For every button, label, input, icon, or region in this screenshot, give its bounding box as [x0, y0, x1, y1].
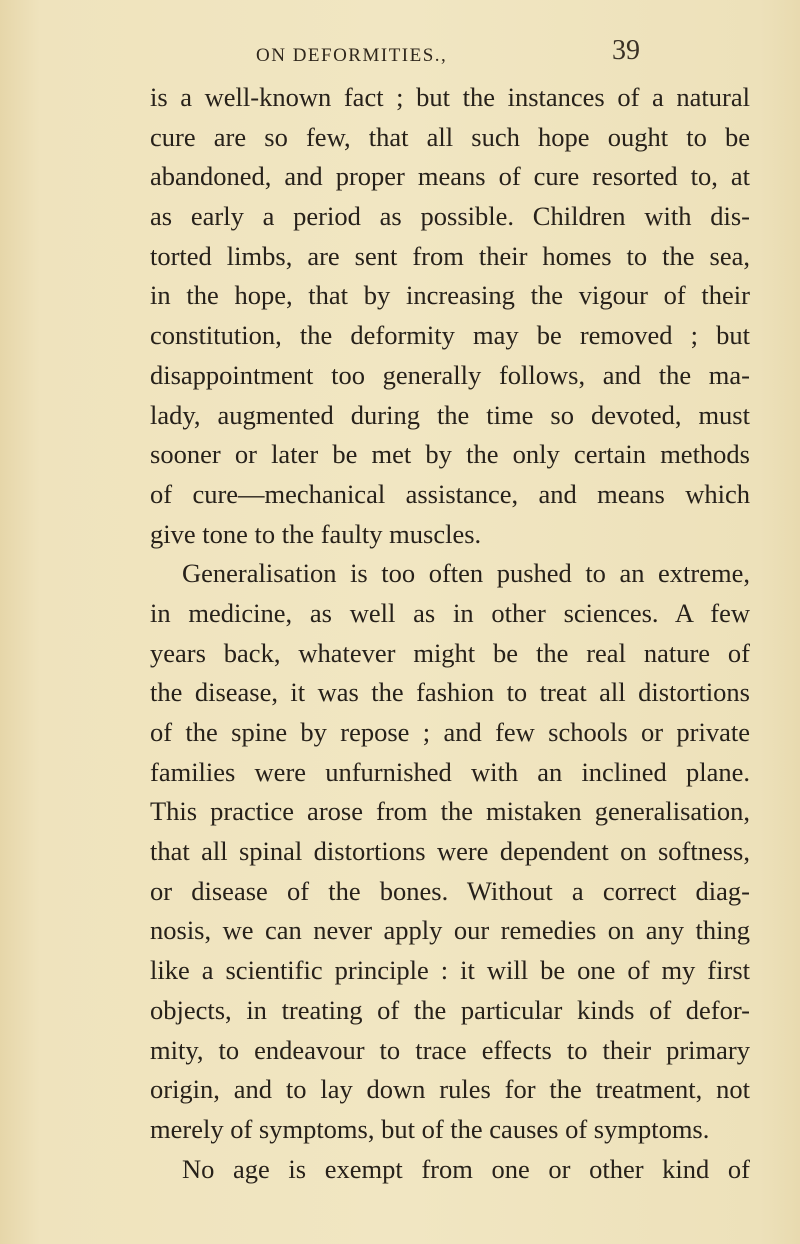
text-line: is a well-known fact ; but the instances of a natural [150, 82, 750, 112]
text-line: in medicine, as well as in other sciences. A few [150, 597, 750, 628]
text-line: the disease, it was the fashion to treat all distortions [150, 677, 750, 708]
running-head [0, 35, 800, 75]
text-line: abandoned, and proper means of cure resorted to, at [150, 161, 750, 192]
text-line: This practice arose from the mistaken generalisation, [150, 796, 750, 827]
text-line: torted limbs, are sent from their homes to the sea, [150, 240, 750, 271]
text-line: or disease of the bones. Without a correct diag- [150, 875, 750, 906]
text-line: cure are so few, that all such hope ought to be [150, 121, 750, 152]
text-line: like a scientific principle : it will be one of my first [150, 955, 750, 986]
text-line: families were unfurnished with an inclined plane. [150, 756, 750, 787]
body-text [150, 78, 750, 1189]
paragraph-start-line: Generalisation is too often pushed to an extreme, [182, 558, 750, 589]
running-title: ON DEFORMITIES., [256, 45, 448, 66]
paragraph-end-line: give tone to the faulty muscles. [150, 518, 482, 549]
text-line: lady, augmented during the time so devoted, must [150, 399, 750, 430]
text-line: years back, whatever might be the real nature of [150, 637, 750, 668]
text-line: sooner or later be met by the only certain methods [150, 439, 750, 470]
text-line: disappointment too generally follows, and the ma- [150, 359, 750, 390]
text-line: in the hope, that by increasing the vigour of their [150, 280, 750, 311]
text-line: constitution, the deformity may be removed ; but [150, 320, 750, 351]
paragraph-end-line: merely of symptoms, but of the causes of symptoms. [150, 1113, 710, 1144]
page-number: 39 [612, 35, 640, 66]
text-line: as early a period as possible. Children with dis- [150, 201, 750, 232]
text-line: of the spine by repose ; and few schools or private [150, 717, 750, 747]
text-line: of cure—mechanical assistance, and means which [150, 478, 750, 509]
text-line: objects, in treating of the particular kinds of defor- [150, 994, 750, 1025]
text-line: origin, and to lay down rules for the treatment, not [150, 1074, 750, 1105]
paragraph-start-line: No age is exempt from one or other kind of [182, 1153, 750, 1184]
text-line: mity, to endeavour to trace effects to their primary [150, 1034, 750, 1065]
text-line: nosis, we can never apply our remedies on any thing [150, 915, 750, 946]
text-line: that all spinal distortions were dependent on softness, [150, 836, 750, 867]
